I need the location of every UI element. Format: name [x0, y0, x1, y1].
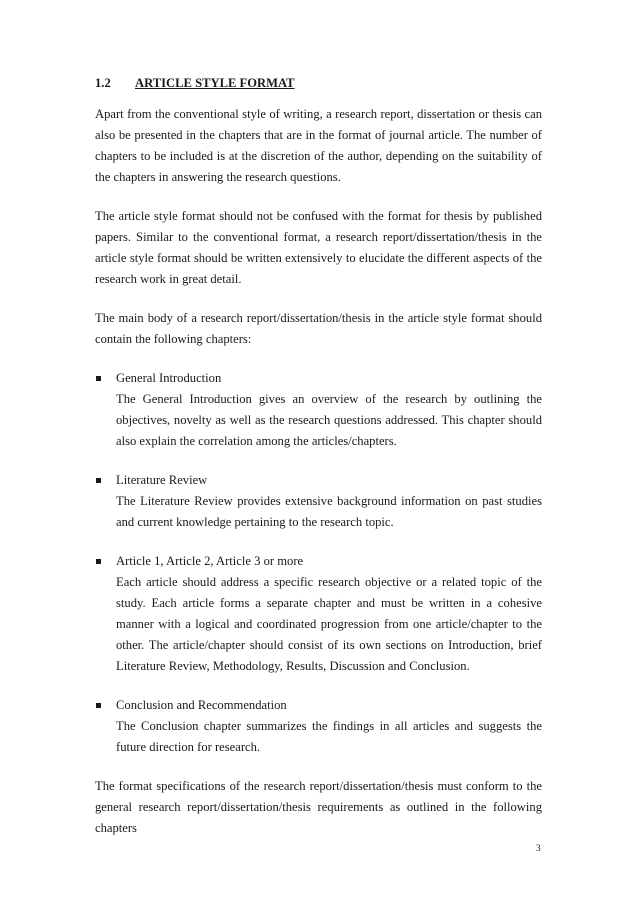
- paragraph-chapters-lead: The main body of a research report/dissertation/thesis in the article style format should contain the following chapters:: [95, 311, 542, 346]
- list-item-conclusion: [95, 695, 542, 758]
- document-page: [95, 73, 542, 857]
- list-item-general-introduction: [95, 368, 542, 452]
- bullet-marker: [96, 478, 101, 483]
- bullet-marker: [96, 559, 101, 564]
- paragraph-closing: The format specifications of the research report/dissertation/thesis must conform to the general research report/dissertation/thesis requirements as outlined in the following chapters: [95, 779, 542, 835]
- list-item-text: Each article should address a specific research objective or a related topic of the study. Each article forms a separate chapter and must be written in a cohesive manner with a logical and coordinated progression from one article/chapter to the other. The article/chapter should consist of its own sections on Introduction, brief Literature Review, Methodology, Results, Discussion and Conclusion.: [116, 575, 542, 673]
- list-item-title: General Introduction: [116, 371, 222, 385]
- section-heading: [95, 73, 542, 93]
- list-item-text: The Literature Review provides extensive background information on past studies and current knowledge pertaining to the research topic.: [116, 494, 542, 529]
- list-item-text: The Conclusion chapter summarizes the findings in all articles and suggests the future direction for research.: [116, 719, 542, 754]
- bullet-marker: [96, 703, 101, 708]
- page-number: 3: [536, 844, 541, 854]
- paragraph-intro: Apart from the conventional style of writing, a research report, dissertation or thesis can also be presented in the chapters that are in the format of journal article. The number of chapters to be included is at the discretion of the author, depending on the suitability of the chapters in answering the research questions.: [95, 107, 542, 184]
- paragraph-distinction: The article style format should not be confused with the format for thesis by published papers. Similar to the conventional format, a research report/dissertation/thesis in the article style format should be written extensively to elucidate the different aspects of the research work in great detail.: [95, 209, 542, 286]
- list-item-literature-review: [95, 470, 542, 533]
- list-item-title: Conclusion and Recommendation: [116, 698, 287, 712]
- list-item-text: The General Introduction gives an overview of the research by outlining the objectives, novelty as well as the research questions addressed. This chapter should also explain the correlation among the articles/chapters.: [116, 392, 542, 448]
- list-item-articles: [95, 551, 542, 677]
- bullet-marker: [96, 376, 101, 381]
- section-title: ARTICLE STYLE FORMAT: [135, 76, 295, 90]
- section-number: 1.2: [95, 76, 111, 90]
- list-item-title: Article 1, Article 2, Article 3 or more: [116, 554, 304, 568]
- list-item-title: Literature Review: [116, 473, 208, 487]
